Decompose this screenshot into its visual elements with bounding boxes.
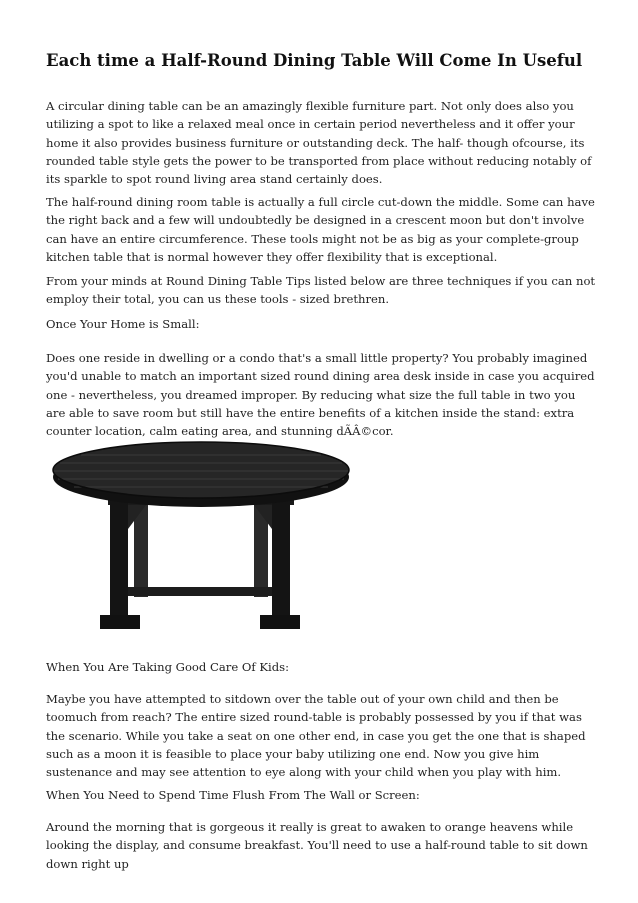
article-title: Each time a Half-Round Dining Table Will Come In Useful [46, 51, 583, 70]
round-table-image [46, 437, 356, 637]
heading-kids: When You Are Taking Good Care Of Kids: [46, 660, 290, 674]
paragraph-kids: Maybe you have attempted to sitdown over the table out of your own child and then be toomuch from reach? The entire sized round-table is probably possessed by you if that was the scenario. While you take a seat on one other end, in case you get the one that is shaped such as a moon it is feasible to place your baby utilizing one end. Now you give him sustenance and may see attention to eye along with your child when you play with him. [46, 692, 586, 780]
paragraph-intro: A circular dining table can be an amazingly flexible furniture part. Not only does also you utilizing a spot to like a relaxed meal once in certain period nevertheless and it offer your home it also provides business furniture or outstanding deck. The half- though ofcourse, its rounded table style gets the power to be transported from place without reducing notably of its sparkle to spot round living area stand certainly does. [46, 99, 592, 187]
paragraph-techniques: From your minds at Round Dining Table Tips listed below are three techniques if you can not employ their total, you can us these tools - sized brethren. [46, 274, 596, 307]
paragraph-half-round: The half-round dining room table is actually a full circle cut-down the middle. Some can have the right back and a few will undoubtedly be designed in a crescent moon but don't involve can have an entire circumference. These tools might not be as big as your complete-group kitchen table that is normal however they offer flexibility that is exceptional. [46, 195, 595, 264]
heading-wall-screen: When You Need to Spend Time Flush From The Wall or Screen: [46, 788, 420, 802]
heading-small-home: Once Your Home is Small: [46, 317, 200, 331]
paragraph-small-home: Does one reside in dwelling or a condo that's a small little property? You probably imagined you'd unable to match an important sized round dining area desk inside in case you acquired one - nevertheless, you dreamed improper. By reducing what size the full table in two you are able to save room but still have the entire benefits of a kitchen inside the stand: extra counter location, calm eating area, and stunning dÃÂ©cor. [46, 351, 595, 439]
paragraph-wall-screen: Around the morning that is gorgeous it really is great to awaken to orange heavens while looking the display, and consume breakfast. You'll need to use a half-round table to sit down down right up [46, 820, 588, 871]
